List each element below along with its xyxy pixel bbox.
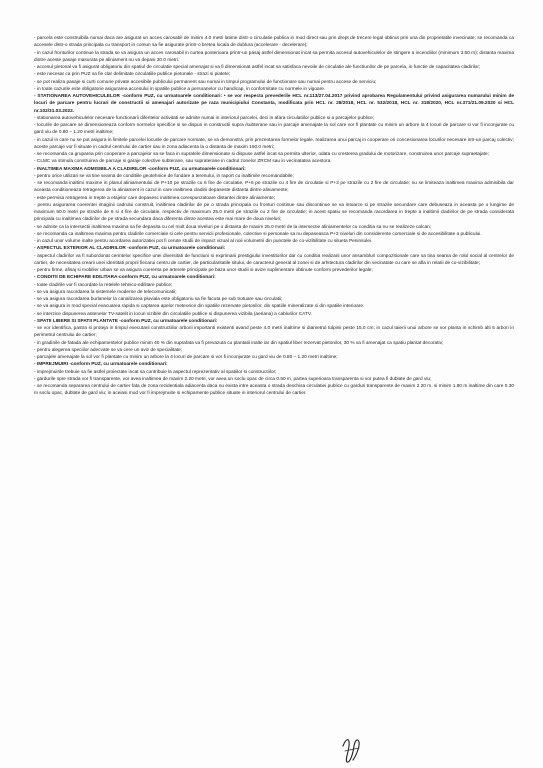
paragraph: - se va asigura racordarea la sistemele moderne de telecomunicatii;	[34, 289, 177, 295]
paragraph: - pentru firme, afisaj si mobilier urban se va asigura coerenta pe arterele principale pe baza unor studii si avize suplimentare obtinute conform prevederilor legale;	[34, 268, 373, 273]
paragraph: - se recomanda ca inaltimea maxima pentru cladirile comerciale si cele pentru servicii profesionale, colective si personale sa nu depaseasca P+3 niveluri din considerente comerciale si de accesibilitate a publicului.	[34, 231, 482, 237]
section-heading-aspect: - ASPECTUL EXTERIOR AL CLADIRILOR -conform PUZ, cu urmatoarele conditionari:	[34, 246, 226, 252]
paragraph: - parcajele amenajate la sol vor fi plantate cu minim un arbore la 4 locuri de parcare si vor fi inconjurate cu gard viu de 0.80 – 1.20 metri inaltime;	[34, 355, 338, 360]
paragraph: - in gradinile de fatada ale echipamentelor publice minim 40 % din suprafata va fi prevazuta cu plantatii inalte iar din spatiul liber rezervat pietonilor, 30 % va fi amenajat ca spatiu plantat decorativ;	[34, 340, 444, 346]
section-heading-fences: - IMPREJMUIRI -conform PUZ, cu urmatoarele conditionari:	[34, 362, 168, 368]
signature-mark	[340, 734, 362, 764]
paragraph: - in cazul in care nu se pot asigura in limitele parcelei locurile de parcare normate, se va demonstra, prin prezentarea formelor legale, realizarea unui parcaj in cooperare ori concesionarea locurilor necesare intr-un parcaj colectiv; aceste parcaje vor fi situate in cadrul centrului de cartier sau in zona adiacenta la o distanta de maxim 150.0 metri;	[34, 137, 514, 150]
paragraph: - accesul pietonal va fi asigurat obligatoriu din spatiul de circulatie special amenajat si va fi dimensionat astfel incat sa satisfaca nevoile de circulatie ale functiunilor de pe parcela, in functie de capacitatea cladirilor;	[34, 65, 481, 70]
paragraph: - CLMC va stimula construirea de parcaje si garaje colective subterane, sau supraterane in cadrul zonelor ZRCM sau in vecinatatea acestora.	[34, 159, 332, 165]
paragraph: - se recomanda ca gruparea prin cooperare a parcajelor sa se faca in supratele dimensionate si dispuse astfel incat sa permita ulterior, odata cu cresterea gradului de motorizare, construirea unor parcaje supraetajate;	[34, 152, 489, 157]
paragraph: - se va asigura racordarea burlanelor la canalizarea pluviala este obligatoriu sa fie facuta pe sub trotuare sau circulatii;	[34, 297, 283, 302]
paragraph: - se pot realiza pasaje si curti comune private accesibile publicului permanent sau numai in timpul programului de functionare sau numai pentru accese de serviciu;	[34, 79, 377, 85]
regulation-text	[34, 35, 514, 398]
section-heading-parking: - STATIONAREA AUTOVEHICULELOR -conform PUZ, cu urmatoarele conditionari: • se vor respecta prevederile HCL nr.113/27.04.2017 privind aprobarea Regulamentului privind asigurarea numarului minim de locuri de parcare pentru lucrari de constructii si amenajari autorizate pe raza municipiului Constanta, modificata prin HCL nr. 28/2018, HCL nr. 532/2018, HCL nr. 318/2020, HCL nr.371/21.09.2020 si HCL nr.102/31.03.2022.	[34, 94, 514, 114]
paragraph: - pentru asigurarea coerentei imaginii cadrului construit, inaltimea cladirilor de pe o strada principala cu fronturi continue sau discontinue se va intoarce si pe strazile secundare care debuseaza in aceasta pe o lungime de maximum 50.0 metri pe strazile de 6 si 4 fire de circulatie, respectiv de maximum 25.0 metri pe strazile cu 2 fire de circulatie; in acest spatiu se recomanda racordarea in trepte a inaltimii cladirilor de pe strada considerata principala cu inaltimea cladirilor de pe strada secundara daca diferenta dintre acestea este mai mare de doua niveluri;	[34, 202, 514, 223]
section-heading-utilities: - CONDITII DE ECHIPARE EDILITARA-conform PUZ, cu urmatoarele conditionari:	[34, 275, 216, 281]
paragraph: - pentru alegerea speciilor adecvate se va cere un aviz de specialitate;	[34, 347, 183, 353]
paragraph: - gardurile spre strada vor fi transparente, vor avea inaltimea de maxim 2.20 metri, vor avea un soclu opac de circa 0.50 m, partea superioara transparenta si vor putea fi dublate de gard viu;	[34, 376, 432, 382]
section-heading-green-spaces: - SPATII LIBERE SI SPATII PLANTATE -conform PUZ, cu urmatoarele conditionari:	[34, 318, 218, 324]
paragraph: - este necesar ca prin PUZ sa fie clar delimitate circulatiile publice pietonale - strazi si piatete;	[34, 72, 231, 78]
paragraph: - se vor identifica, pastra si proteja in timpul executarii constructiilor arborii importanti existenti avand peste 4.0 metri inaltime si diametrul tulpinii peste 15.0 cm; in cazul taierii unui arbore se vor planta in schimb alti 5 arbori in perimetrul centrului de cartier;	[34, 326, 514, 339]
paragraph: - locurile de parcare se dimensioneaza conform normelor specifice si se dispun in constructii supra /subterane sau in parcaje amenajate la sol care vor fi plantate cu minim un arbore la 4 locuri de parcare si vor fi inconjurate cu gard viu de 0.80 – 1.20 metri inaltime;	[34, 123, 514, 136]
paragraph: - in cazul fronturilor continue la strada se va asigura un acces carosabil in curtea posterioara printr-un pasaj astfel dimensionat incat sa permita accesul autovehiculelor de stingere a incendiilor (minimum 3.50 m); distanta maxima dintre aceste pasaje masurata pe aliniament nu va depasi 30.0 metri.	[34, 50, 514, 63]
paragraph: - toate cladirile vor fi racordate la retelele tehnico-edilitare publice;	[34, 282, 173, 288]
paragraph: - stationarea autovehiculelor necesare functionarii diferitelor activitati se admite numai in interiorul parcelei, deci in afara circulatiilor publice si a parcajelor publice;	[34, 115, 375, 121]
paragraph: - aspectul cladirilor va fi subordonat cerintelor specifice unei diversitati de functiuni si exprimarii prestigiului investitorilor dar cu conditia realizarii unor ansambluri compozitionale care sa tina seama de rolul social al centrelor de cartier, de necesitatea crearii unei identitati proprii fiecarui centru de cartier, de particularitatile sitului, de caracterul general al zonei si de arhitectura cladirilor din vecinatate cu care se afla in relatii de co-vizibilitate;	[34, 253, 514, 266]
paragraph: - imprejmuirile trebuie sa fie astfel proiectate incat sa contribuie la aspectul reprezentativ al spatiilor si constructiilor;	[34, 369, 277, 375]
paragraph: - se recomanda inaltimi maxime in planul aliniamentului de P+10 pe strazile cu 6 fire de circulatie, P+6 pe strazile cu 4 fire de circulatie si P+3 pe strazile cu 2 fire de circulatie; nu se limiteaza inaltimea maxima admisibila dar aceasta conditioneaza retragerea de la aliniament in cazul in care inaltimea cladirii depaseste distanta dintre aliniamente;	[34, 181, 514, 194]
paragraph: - se admite ca la intersectii inaltimea maxima sa fie depasita cu cel mult doua niveluri pe o distanta de maxim 25.0 metri de la intersectie aliniamentelor cu conditia sa nu se realizeze calcan;	[34, 224, 432, 230]
paragraph: - parcela este construibila numai daca are asigurat un acces carosabil de minim 4.0 metri latime dintr-o circulatie publica in mod direct sau prin drept de trecere legal obtinut prin una din proprietatile invecinate; se recomanda ca accesele dintr-o strada principala cu transport in comun sa fie asigurate printr-o bretea locala de dublura (accelerare - decelerare);	[34, 36, 514, 49]
paragraph: - se recomanda separarea centrului de cartier fata de zona rezidentiala adiacenta daca nu exista intre aceasta o strada deschisa circulatiei publice cu garduri transparente de maxim 2.20 m. si minim 1.80 m inaltime din care 0.30 m soclu opac, dublate de gard viu; in aceiasi mod vor fi imprejmuite si echipamente publice situate in interiorul centrului de cartier.	[34, 384, 514, 397]
paragraph: - pentru orice utilizari se va tine seama de conditiile geotehnice de fundare a terenului, in raport cu inaltimile recomandabile;	[34, 173, 294, 179]
paragraph: - in cazul unor volume inalte pentru acordarea autorizatiei pot fi cerute studii de impact vizual al noii volumetrii din punctele de co-vizibilitate cu silueta Peninsulei.	[34, 239, 373, 244]
paragraph: - in toate cazurile este obligatorie asigurarea accesului in spatiile publice a persoanelor cu handicap, in conformitate cu normele in vigoare.	[34, 86, 326, 92]
section-heading-height: - INALTIMEA MAXIMA ADMISIBILA A CLADIRILOR -conform PUZ, cu urmatoarele conditionari:	[34, 166, 246, 172]
paragraph: - este permisa retragerea in trepte a etajelor care depasesc inaltimea corespunzatoare distantei dintre aliniamente;	[34, 195, 276, 201]
paragraph: - se va asigura in mod special evacuarea rapida si captarea apelor meteorice din spatiile rezervate pietonilor, din spatiile mineralizate si din spatiile interioare.	[34, 304, 365, 310]
paragraph: - se interzice dispunerea antenelor TV-satelit in locuri vizibile din circulatiile publice si dispunerea vizibila (aeriana) a cablurilor CATV.	[34, 311, 312, 317]
